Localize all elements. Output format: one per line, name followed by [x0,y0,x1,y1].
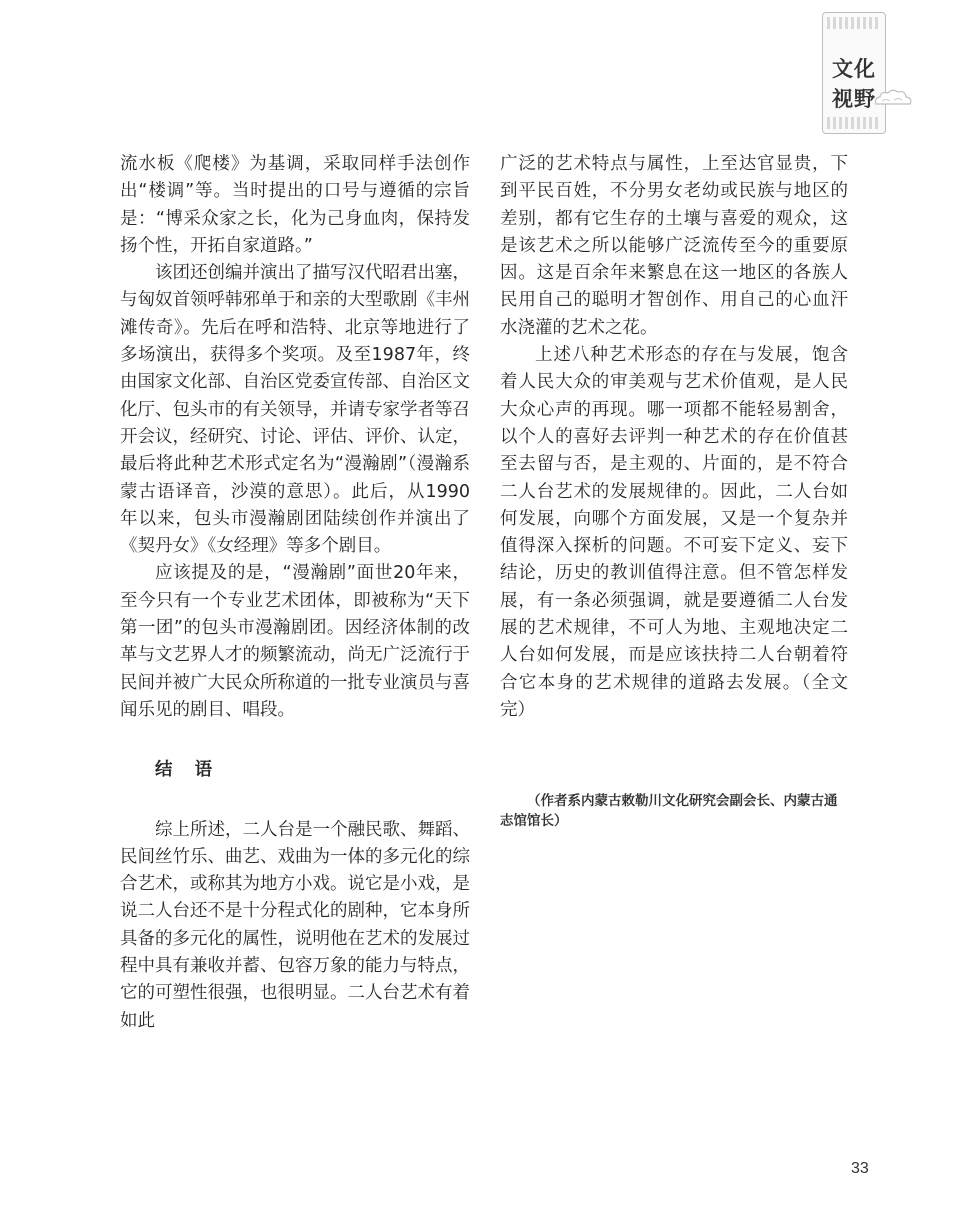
paragraph: 应该提及的是，“漫瀚剧”面世20年来，至今只有一个专业艺术团体，即被称为“天下第一团”的包头市漫瀚剧团。因经济体制的改革与文艺界人才的频繁流动，尚无广泛流行于民间并被广大民众所称道的一批专业演员与喜闻乐见的剧目、唱段。 [120,563,470,720]
page-number: 33 [851,1160,869,1177]
paragraph: 流水板《爬楼》为基调，采取同样手法创作出“楼调”等。当时提出的口号与遵循的宗旨是：“博采众家之长，化为己身血肉，保持发扬个性，开拓自家道路。” [120,154,470,256]
right-column [500,151,848,724]
section-badge [822,12,886,134]
paragraph: 该团还创编并演出了描写汉代昭君出塞，与匈奴首领呼韩邪单于和亲的大型歌剧《丰州滩传奇》。先后在呼和浩特、北京等地进行了多场演出，获得多个奖项。及至1987年，终由国家文化部、自治区党委宣传部、自治区文化厅、包头市的有关领导，并请专家学者等召开会议，经研究、讨论、评估、评价、认定，最后将此种艺术形式定名为“漫瀚剧”（漫瀚系蒙古语译音，沙漠的意思）。此后，从1990年以来，包头市漫瀚剧团陆续创作并演出了《契丹女》《女经理》等多个剧目。 [120,263,470,557]
paragraph: 综上所述，二人台是一个融民歌、舞蹈、民间丝竹乐、曲艺、戏曲为一体的多元化的综合艺术，或称其为地方小戏。说它是小戏，是说二人台还不是十分程式化的剧种，它本身所具备的多元化的属性，说明他在艺术的发展过程中具有兼收并蓄、包容万象的能力与特点，它的可塑性很强，也很明显。二人台艺术有着如此 [120,819,470,1031]
section-badge-line-1: 文化 [832,57,876,81]
left-column [120,151,470,1035]
badge-ornament-bottom [827,117,881,129]
badge-ornament-top [827,17,881,29]
paragraph: 上述八种艺术形态的存在与发展，饱含着人民大众的审美观与艺术价值观，是人民大众心声的再现。哪一项都不能轻易割舍，以个人的喜好去评判一种艺术的存在价值甚至去留与否，是主观的、片面的，是不符合二人台艺术的发展规律的。因此，二人台如何发展，向哪个方面发展，又是一个复杂并值得深入探析的问题。不可妄下定义、妄下结论，历史的教训值得注意。但不管怎样发展，有一条必须强调，就是要遵循二人台发展的艺术规律，不可人为地、主观地决定二人台如何发展，而是应该扶持二人台朝着符合它本身的艺术规律的道路去发展。（全文完） [500,345,848,720]
section-heading: 结 语 [155,760,221,781]
author-note: （作者系内蒙古敕勒川文化研究会副会长、内蒙古通志馆馆长） [500,793,838,829]
paragraph: 广泛的艺术特点与属性，上至达官显贵，下到平民百姓，不分男女老幼或民族与地区的差别，都有它生存的土壤与喜爱的观众，这是该艺术之所以能够广泛流传至今的重要原因。这是百余年来繁息在这一地区的各族人民用自己的聪明才智创作、用自己的心血汗水浇灌的艺术之花。 [500,154,848,338]
cloud-ornament-icon [872,88,914,110]
section-badge-line-2: 视野 [832,87,876,111]
